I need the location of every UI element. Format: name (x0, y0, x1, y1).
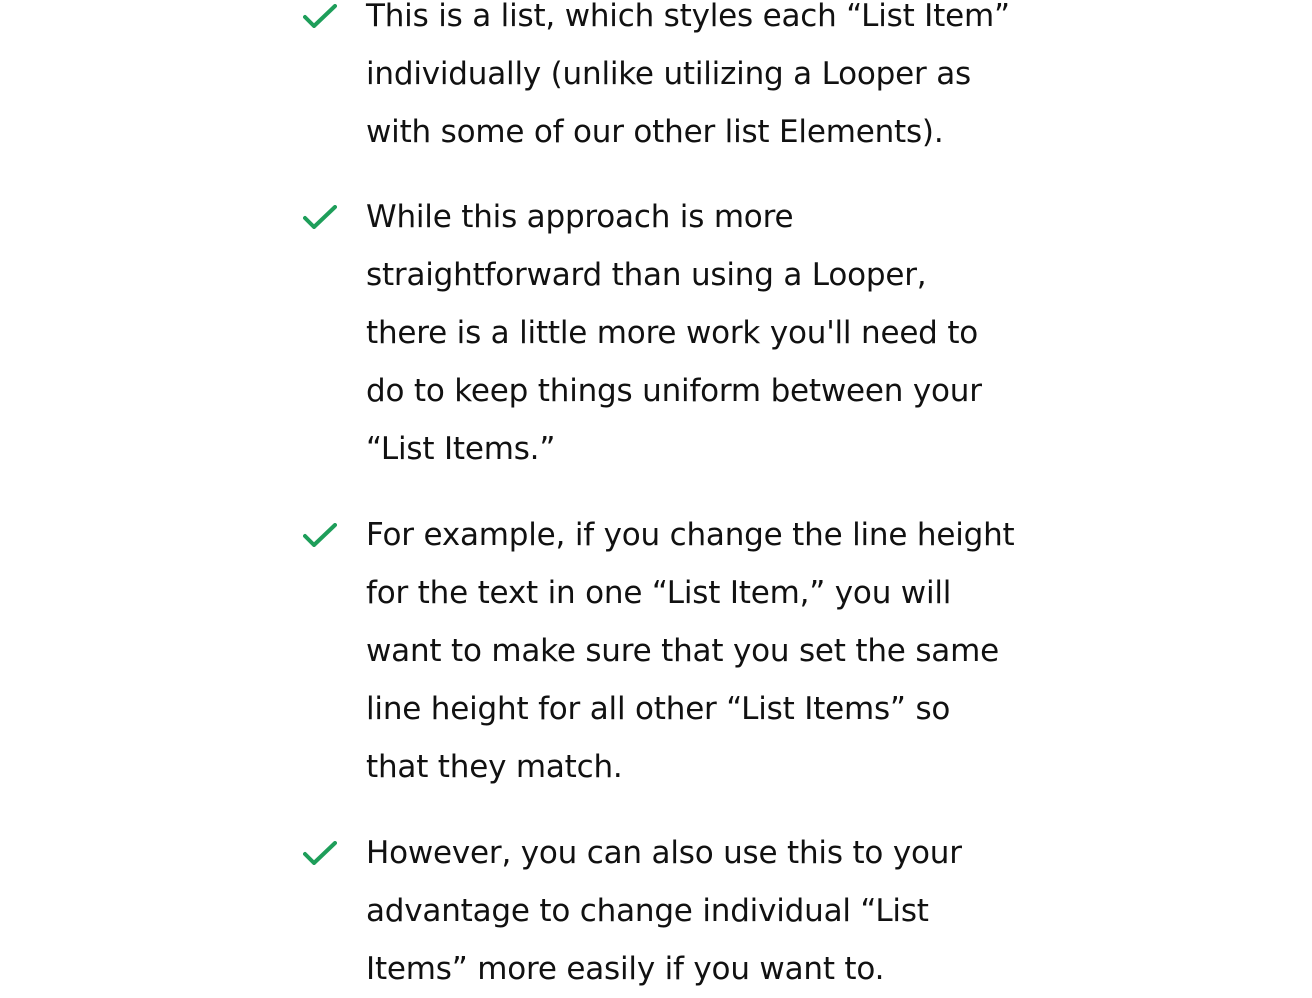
checkmark-icon (303, 523, 337, 547)
list-item-line: for the text in one “List Item,” you will (366, 575, 952, 611)
list-item-text (366, 824, 1026, 998)
list-item-line: For example, if you change the line height (366, 517, 1015, 553)
list-item-text (366, 0, 1026, 161)
list-item-line: individually (unlike utilizing a Looper as (366, 56, 971, 92)
list-item-line: This is a list, which styles each “List Item” (366, 0, 1010, 34)
list-item-text (366, 506, 1026, 796)
list-item-line: However, you can also use this to your (366, 835, 962, 871)
list-item-line: there is a little more work you'll need to (366, 315, 979, 351)
list-item-line: with some of our other list Elements). (366, 114, 944, 150)
list-item-line: do to keep things uniform between your (366, 373, 982, 409)
list-item-line: advantage to change individual “List (366, 893, 929, 929)
list-item-line: Items” more easily if you want to. (366, 951, 885, 987)
list-item-line: line height for all other “List Items” so (366, 691, 951, 727)
list-item-line: straightforward than using a Looper, (366, 257, 927, 293)
checkmark-icon (303, 205, 337, 229)
checkmark-icon (303, 841, 337, 865)
list-item-line: want to make sure that you set the same (366, 633, 999, 669)
list-item-line: that they match. (366, 749, 623, 785)
list-item-text (366, 188, 1026, 478)
list-item-line: “List Items.” (366, 431, 556, 467)
checkmark-icon (303, 4, 337, 28)
list-item-line: While this approach is more (366, 199, 794, 235)
